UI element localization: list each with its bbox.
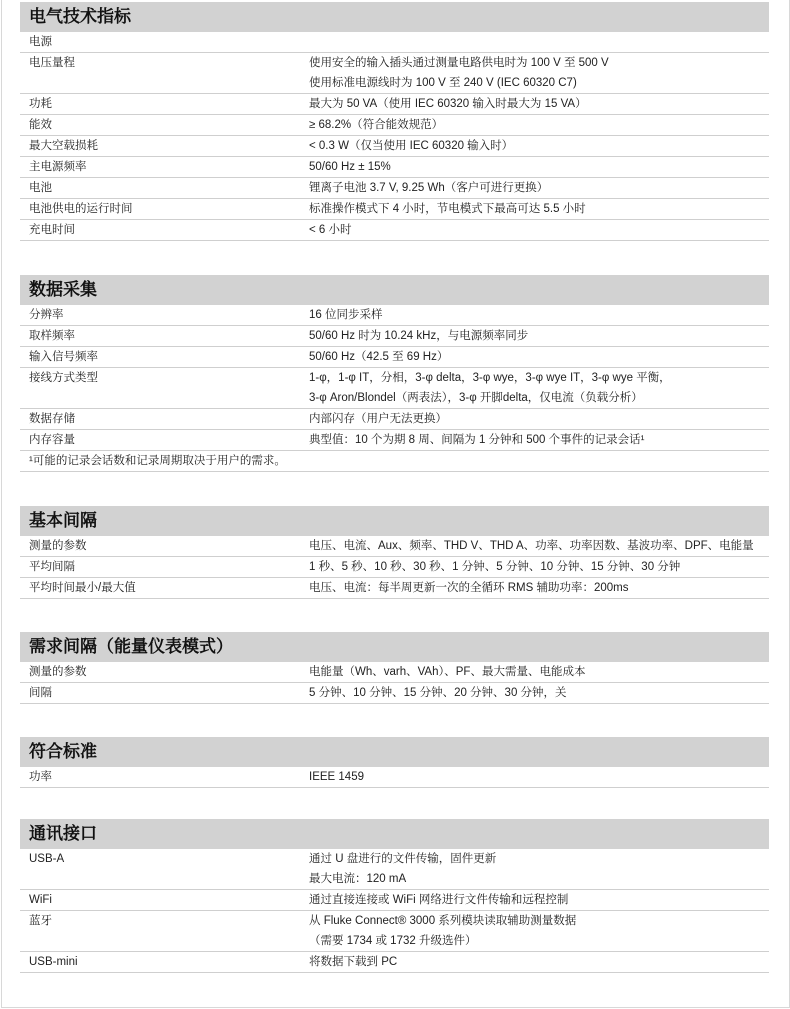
section-communication-interfaces bbox=[20, 819, 769, 973]
spec-value-line: 使用安全的输入插头通过测量电路供电时为 100 V 至 500 V bbox=[309, 57, 609, 69]
spec-label: 最大空载损耗 bbox=[29, 140, 98, 152]
spec-value bbox=[309, 178, 769, 198]
spec-row bbox=[20, 430, 769, 451]
spec-label: 测量的参数 bbox=[29, 666, 87, 678]
spec-value-line: 典型值：10 个为期 8 周、间隔为 1 分钟和 500 个事件的记录会话¹ bbox=[309, 434, 645, 446]
spec-value-line: ≥ 68.2%（符合能效规范） bbox=[309, 119, 444, 131]
spec-value-line: 电压、电流、Aux、频率、THD V、THD A、功率、功率因数、基波功率、DPF、电能量 bbox=[309, 540, 754, 552]
section-title: 数据采集 bbox=[20, 275, 769, 305]
section-demand-interval bbox=[20, 632, 769, 704]
spec-value-line: 通过 U 盘进行的文件传输，固件更新 bbox=[309, 853, 497, 865]
spec-value-line: < 6 小时 bbox=[309, 224, 352, 236]
spec-row bbox=[20, 199, 769, 220]
spec-value-line: （需要 1734 或 1732 升级选件） bbox=[309, 935, 477, 947]
spec-value-line: 1 秒、5 秒、10 秒、30 秒、1 分钟、5 分钟、10 分钟、15 分钟、30 分钟 bbox=[309, 561, 681, 573]
spec-label: 取样频率 bbox=[29, 330, 75, 342]
spec-label: 功耗 bbox=[29, 98, 52, 110]
spec-row bbox=[20, 157, 769, 178]
spec-label: 电池供电的运行时间 bbox=[29, 203, 133, 215]
spec-row bbox=[20, 305, 769, 326]
spec-value-line: 最大为 50 VA（使用 IEC 60320 输入时最大为 15 VA） bbox=[309, 98, 587, 110]
section-title: 基本间隔 bbox=[20, 506, 769, 536]
spec-value bbox=[309, 890, 769, 910]
spec-value bbox=[309, 767, 769, 787]
spec-label: 测量的参数 bbox=[29, 540, 87, 552]
spec-value bbox=[309, 911, 769, 951]
section-title: 通讯接口 bbox=[20, 819, 769, 849]
spec-row bbox=[20, 94, 769, 115]
spec-row bbox=[20, 952, 769, 973]
spec-row bbox=[20, 683, 769, 704]
spec-label: 主电源频率 bbox=[29, 161, 87, 173]
footnote-text: ¹可能的记录会话数和记录周期取决于用户的需求。 bbox=[29, 455, 286, 467]
spec-row bbox=[20, 368, 769, 409]
spec-value bbox=[309, 557, 769, 577]
spec-value-line bbox=[309, 32, 769, 52]
spec-value bbox=[309, 347, 769, 367]
spec-value bbox=[309, 305, 769, 325]
footnote-row bbox=[20, 451, 769, 472]
spec-value-line: 50/60 Hz 时为 10.24 kHz，与电源频率同步 bbox=[309, 330, 529, 342]
spec-value-line: 电能量（Wh、varh、VAh）、PF、最大需量、电能成本 bbox=[309, 666, 586, 678]
spec-value bbox=[309, 157, 769, 177]
spec-row bbox=[20, 115, 769, 136]
spec-row bbox=[20, 347, 769, 368]
spec-value bbox=[309, 115, 769, 135]
spec-label: 平均间隔 bbox=[29, 561, 75, 573]
spec-label: WiFi bbox=[29, 894, 52, 906]
spec-value-line: 使用标准电源线时为 100 V 至 240 V (IEC 60320 C7) bbox=[309, 77, 577, 89]
spec-value bbox=[309, 220, 769, 240]
spec-label: 电池 bbox=[29, 182, 52, 194]
section-standards-compliance bbox=[20, 737, 769, 788]
spec-label: 数据存储 bbox=[29, 413, 75, 425]
spec-value-line: 通过直接连接或 WiFi 网络进行文件传输和远程控制 bbox=[309, 894, 569, 906]
spec-value-line: 将数据下载到 PC bbox=[309, 956, 398, 968]
spec-value-line: 16 位同步采样 bbox=[309, 309, 383, 321]
spec-value-line: 电压、电流：每半周更新一次的全循环 RMS 辅助功率：200ms bbox=[309, 582, 629, 594]
spec-value-line: 1-φ，1-φ IT，分相，3-φ delta，3-φ wye，3-φ wye IT，3-φ wye 平衡， bbox=[309, 372, 671, 384]
spec-value-line: 5 分钟、10 分钟、15 分钟、20 分钟、30 分钟，关 bbox=[309, 687, 567, 699]
spec-row bbox=[20, 662, 769, 683]
spec-value bbox=[309, 409, 769, 429]
section-title: 电气技术指标 bbox=[20, 2, 769, 32]
spec-value bbox=[309, 662, 769, 682]
section-electrical-specs bbox=[20, 2, 769, 241]
spec-value-line: 50/60 Hz（42.5 至 69 Hz） bbox=[309, 351, 449, 363]
spec-row bbox=[20, 557, 769, 578]
spec-label: 输入信号频率 bbox=[29, 351, 98, 363]
spec-value-line: < 0.3 W（仅当使用 IEC 60320 输入时） bbox=[309, 140, 514, 152]
spec-value-line: 从 Fluke Connect® 3000 系列模块读取辅助测量数据 bbox=[309, 915, 577, 927]
spec-label: 平均时间最小/最大值 bbox=[29, 582, 136, 594]
spec-row bbox=[20, 911, 769, 952]
section-title: 符合标准 bbox=[20, 737, 769, 767]
spec-label: 蓝牙 bbox=[29, 915, 52, 927]
spec-label: 分辨率 bbox=[29, 309, 64, 321]
section-data-acquisition bbox=[20, 275, 769, 472]
spec-label: 接线方式类型 bbox=[29, 372, 98, 384]
spec-row bbox=[20, 409, 769, 430]
spec-value bbox=[309, 326, 769, 346]
spec-label: 电源 bbox=[29, 36, 52, 48]
spec-value bbox=[309, 136, 769, 156]
spec-value bbox=[309, 849, 769, 889]
spec-label: 间隔 bbox=[29, 687, 52, 699]
spec-value bbox=[309, 430, 769, 450]
spec-row bbox=[20, 326, 769, 347]
spec-row bbox=[20, 849, 769, 890]
spec-label: 功率 bbox=[29, 771, 52, 783]
spec-value bbox=[309, 578, 769, 598]
spec-value-line: 锂离子电池 3.7 V, 9.25 Wh（客户可进行更换） bbox=[309, 182, 549, 194]
spec-row bbox=[20, 578, 769, 599]
spec-value-line: 标准操作模式下 4 小时，节电模式下最高可达 5.5 小时 bbox=[309, 203, 586, 215]
spec-value-line: 3-φ Aron/Blondel（两表法），3-φ 开脚delta，仅电流（负载分析） bbox=[309, 392, 643, 404]
section-title: 需求间隔（能量仪表模式） bbox=[20, 632, 769, 662]
spec-row bbox=[20, 536, 769, 557]
spec-value bbox=[309, 952, 769, 972]
spec-row bbox=[20, 53, 769, 94]
spec-row bbox=[20, 136, 769, 157]
spec-value-line: 最大电流：120 mA bbox=[309, 873, 407, 885]
spec-label: USB-mini bbox=[29, 956, 78, 968]
spec-label: 能效 bbox=[29, 119, 52, 131]
spec-label: 内存容量 bbox=[29, 434, 75, 446]
spec-value-line: IEEE 1459 bbox=[309, 771, 364, 783]
spec-row bbox=[20, 32, 769, 53]
spec-label: 充电时间 bbox=[29, 224, 75, 236]
spec-value bbox=[309, 32, 769, 52]
section-basic-interval bbox=[20, 506, 769, 599]
spec-value-line: 50/60 Hz ± 15% bbox=[309, 161, 391, 173]
spec-label: 电压量程 bbox=[29, 57, 75, 69]
spec-value bbox=[309, 53, 769, 93]
spec-value bbox=[309, 199, 769, 219]
spec-value bbox=[309, 683, 769, 703]
spec-row bbox=[20, 178, 769, 199]
spec-value bbox=[309, 368, 769, 408]
spec-value bbox=[309, 536, 769, 556]
spec-row bbox=[20, 890, 769, 911]
spec-value bbox=[309, 94, 769, 114]
spec-row bbox=[20, 767, 769, 788]
spec-row bbox=[20, 220, 769, 241]
spec-label: USB-A bbox=[29, 853, 65, 865]
spec-value-line: 内部闪存（用户无法更换） bbox=[309, 413, 447, 425]
